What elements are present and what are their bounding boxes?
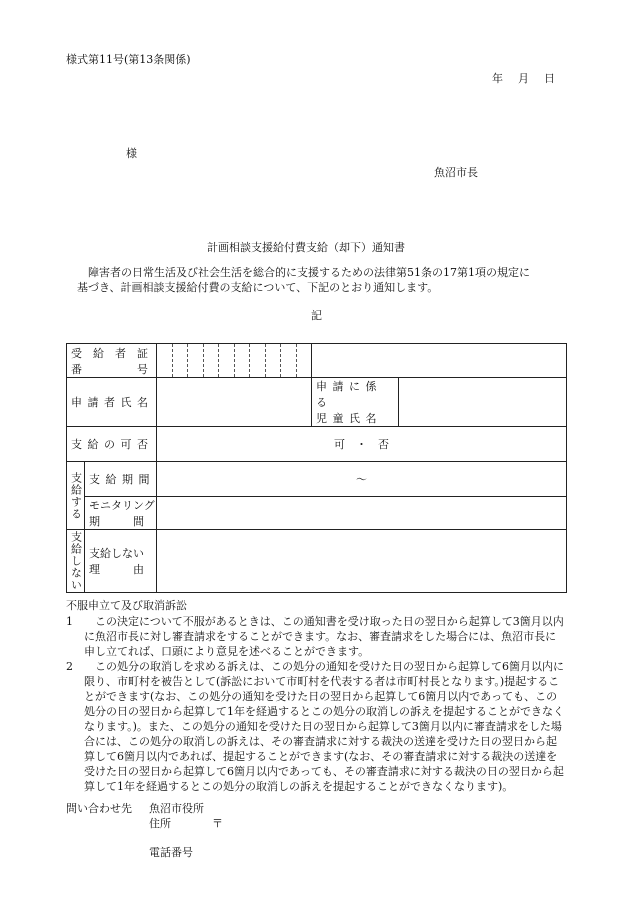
recipient-digit-box[interactable] <box>235 344 251 377</box>
deny-group-label: 支給しない <box>67 530 85 593</box>
recipient-digit-box[interactable] <box>188 344 204 377</box>
recipient-number-label: 受 給 者 証 番 号 <box>67 344 157 378</box>
monitoring-field[interactable] <box>157 497 567 530</box>
appeal-heading: 不服申立て及び取消訴訟 <box>66 599 187 612</box>
recipient-digit-box[interactable] <box>250 344 266 377</box>
contact-office: 魚沼市役所 <box>149 802 204 815</box>
monitoring-label: モニタリング 期 間 <box>85 497 157 530</box>
notice-form-table <box>66 343 567 593</box>
recipient-digit-boxes <box>157 344 311 377</box>
addressee-honorific: 様 <box>126 147 137 160</box>
form-number: 様式第11号(第13条関係) <box>66 53 191 66</box>
recipient-number-extra <box>312 344 567 378</box>
reason-field[interactable] <box>157 530 567 593</box>
contact-address-label: 住所 <box>149 817 171 830</box>
recipient-digit-box[interactable] <box>157 344 173 377</box>
intro-line-2: 基づき、計画相談支援給付費の支給について、下記のとおり通知します。 <box>77 281 439 294</box>
recipient-digit-box[interactable] <box>266 344 282 377</box>
recipient-number-field[interactable] <box>157 344 312 378</box>
document-title: 計画相談支援給付費支給（却下）通知書 <box>207 241 405 254</box>
sender-name: 魚沼市長 <box>434 166 478 179</box>
postal-mark: 〒 <box>212 817 223 830</box>
child-name-field[interactable] <box>399 378 567 427</box>
date-line: 年 月 日 <box>492 72 557 85</box>
recipient-digit-box[interactable] <box>173 344 189 377</box>
intro-line-1: 障害者の日常生活及び社会生活を総合的に支援するための法律第51条の17第1項の規定に <box>88 266 530 279</box>
recipient-digit-box[interactable] <box>219 344 235 377</box>
applicant-name-label: 申請者氏名 <box>67 378 157 427</box>
approval-value[interactable]: 可 ・ 否 <box>157 427 567 462</box>
period-value[interactable]: ～ <box>157 462 567 497</box>
recipient-digit-box[interactable] <box>204 344 220 377</box>
child-name-label: 申請に係る 児童氏名 <box>312 378 399 427</box>
contact-phone-label: 電話番号 <box>149 846 193 859</box>
recipient-digit-box[interactable] <box>297 344 312 377</box>
approval-label: 支給の可否 <box>67 427 157 462</box>
reason-label: 支給しない 理 由 <box>85 530 157 593</box>
appeal-list <box>66 614 566 794</box>
appeal-item-1: 1 この決定について不服があるときは、この通知書を受け取った日の翌日から起算して3箇月以内に魚沼市長に対し審査請求をすることができます。なお、審査請求をした場合には、魚沼市長に申し立てれば、口頭により意見を述べることができます。 <box>66 615 564 658</box>
applicant-name-field[interactable] <box>157 378 312 427</box>
ki-mark: 記 <box>311 309 322 322</box>
contact-label: 問い合わせ先 <box>66 802 132 815</box>
grant-group-label: 支給する <box>67 462 85 530</box>
period-label: 支給期間 <box>85 462 157 497</box>
recipient-digit-box[interactable] <box>281 344 297 377</box>
appeal-item-2: 2 この処分の取消しを求める訴えは、この処分の通知を受けた日の翌日から起算して6箇月以内に限り、市町村を被告として(訴訟において市町村を代表する者は市町村長となります。)提起することができます(なお、この処分の通知を受けた日の翌日から起算して6箇月以内であっても、この処分の日の翌日から起算して1年を経過するとこの処分の取消しの訴えを提起することができなくなります。)。また、この処分の通知を受けた日の翌日から起算して3箇月以内に審査請求をした場合には、この処分の取消しの訴えは、その審査請求に対する裁決の送達を受けた日の翌日から起算して6箇月以内であれば、提起することができます(なお、その審査請求に対する裁決の送達を受けた日の翌日から起算して6箇月以内であっても、その審査請求に対する裁決の日の翌日から起算して1年を経過するとこの処分の取消しの訴えを提起することができなくなります)。 <box>66 660 564 793</box>
